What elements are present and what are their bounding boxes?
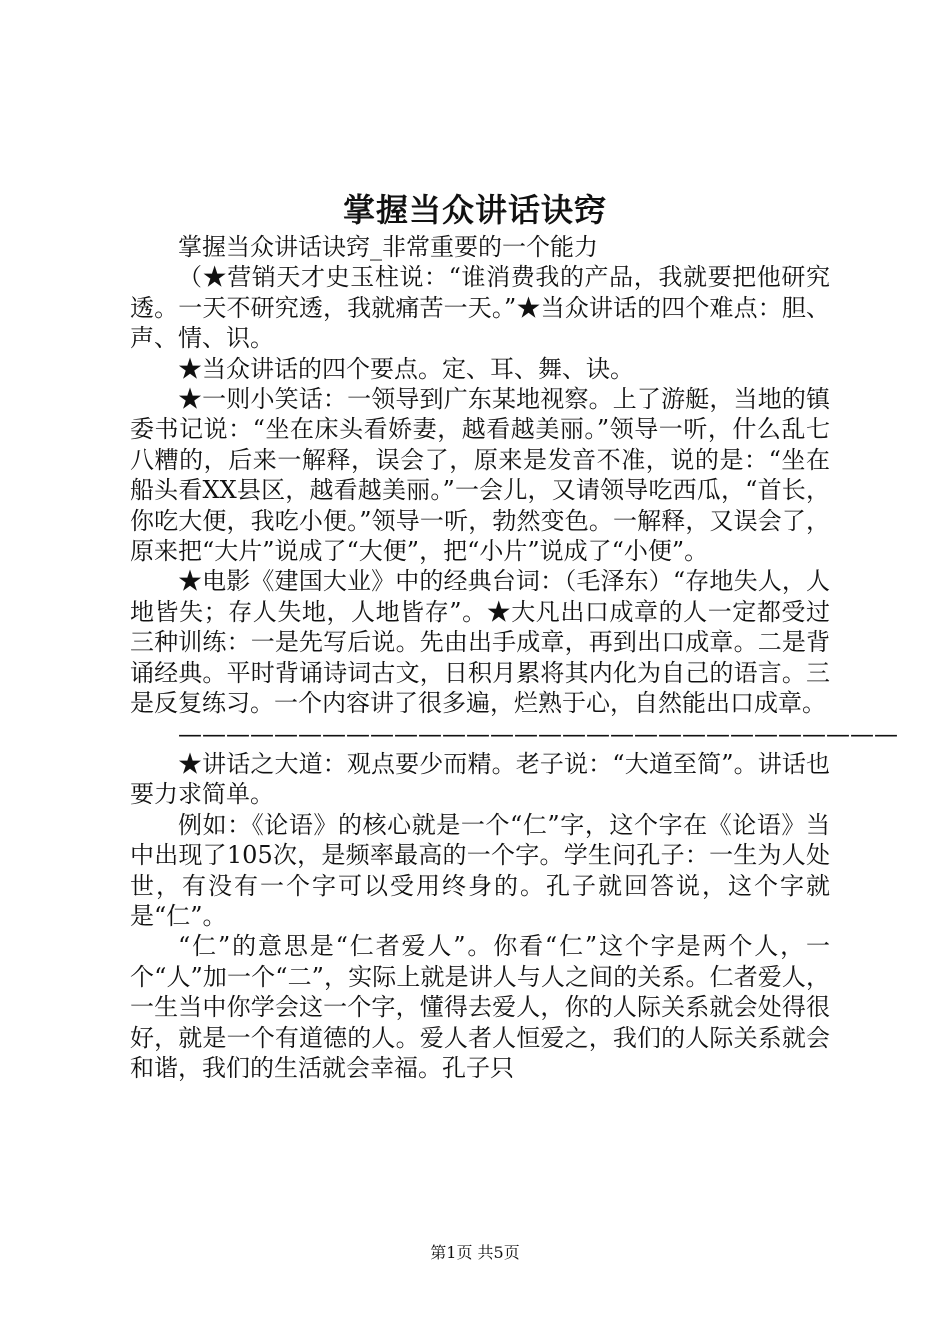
paragraph: （★营销天才史玉柱说：“谁消费我的产品，我就要把他研究透。一天不研究透，我就痛苦一天。”★当众讲话的四个难点：胆、声、情、识。 <box>130 263 830 353</box>
page-footer: 第1页 共5页 <box>430 1243 520 1262</box>
document-body <box>130 232 898 1083</box>
paragraph: “仁”的意思是“仁者爱人”。你看“仁”这个字是两个人，一个“人”加一个“二”，实际上就是讲人与人之间的关系。仁者爱人，一生当中你学会这一个字，懂得去爱人，你的人际关系就会处得很好，就是一个有道德的人。爱人者人恒爱之，我们的人际关系就会和谐，我们的生活就会幸福。孔子只 <box>130 932 830 1082</box>
paragraph: ★当众讲话的四个要点。定、耳、舞、诀。 <box>178 354 634 383</box>
paragraph: ★电影《建国大业》中的经典台词：（毛泽东）“存地失人，人地皆失；存人失地，人地皆存”。★大凡出口成章的人一定都受过三种训练：一是先写后说。先由出手成章，再到出口成章。二是背诵经典。平时背诵诗词古文，日积月累将其内化为自己的语言。三是反复练习。一个内容讲了很多遍，烂熟于心，自然能出口成章。 <box>130 567 830 718</box>
paragraph: 例如：《论语》的核心就是一个“仁”字，这个字在《论语》当中出现了105次，是频率最高的一个字。学生问孔子：一生为人处世，有没有一个字可以受用终身的。孔子就回答说，这个字就是“仁”。 <box>130 810 830 930</box>
paragraph: 掌握当众讲话诀窍_非常重要的一个能力 <box>178 233 598 261</box>
document-title: 掌握当众讲话诀窍 <box>342 191 607 229</box>
separator-line: —————————————————————————————— <box>178 719 898 748</box>
paragraph: ★一则小笑话：一领导到广东某地视察。上了游艇，当地的镇委书记说：“坐在床头看娇妻，越看越美丽。”领导一听，什么乱七八糟的，后来一解释，误会了，原来是发音不准，说的是：“坐在船头看XX县区，越看越美丽。”一会儿，又请领导吃西瓜，“首长，你吃大便，我吃小便。”领导一听，勃然变色。一解释，又误会了，原来把“大片”说成了“大便”，把“小片”说成了“小便”。 <box>130 385 830 566</box>
paragraph: ★讲话之大道：观点要少而精。老子说：“大道至简”。讲话也要力求简单。 <box>130 749 830 809</box>
